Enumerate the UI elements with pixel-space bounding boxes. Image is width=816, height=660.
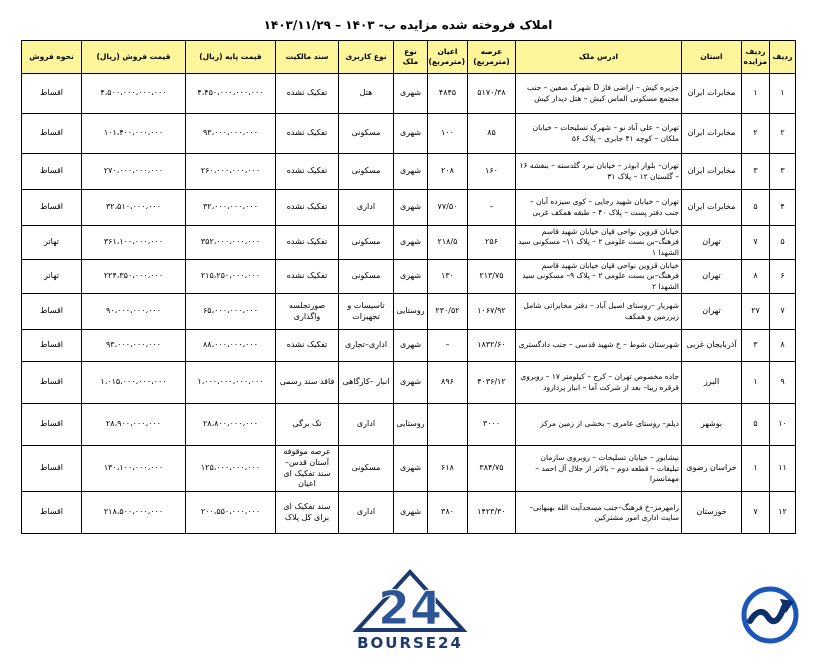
cell-sale-price: ۹۰،۰۰۰،۰۰۰،۰۰۰ bbox=[82, 294, 186, 330]
cell-usage: مسکونی bbox=[339, 260, 394, 294]
cell-building-area: ۲۰۸ bbox=[428, 154, 468, 190]
cell-land-area: ۴۰۳۶/۱۲ bbox=[468, 362, 516, 404]
cell-building-area: ۶۱۸ bbox=[428, 446, 468, 492]
cell-auction-row: ۵ bbox=[742, 404, 770, 446]
cell-property-type: روستایی bbox=[394, 404, 428, 446]
cell-usage: مسکونی bbox=[339, 226, 394, 260]
cell-building-area: – bbox=[428, 330, 468, 362]
cell-base-price: ۲۸،۸۰۰،۰۰۰،۰۰۰ bbox=[186, 404, 276, 446]
cell-row: ۱۱ bbox=[770, 446, 796, 492]
cell-row: ۳ bbox=[770, 154, 796, 190]
cell-auction-row: ۲۷ bbox=[742, 294, 770, 330]
cell-property-type: شهری bbox=[394, 492, 428, 534]
cell-building-area: ۸۹۶ bbox=[428, 362, 468, 404]
header-province: استان bbox=[682, 41, 742, 74]
cell-province: تهران bbox=[682, 226, 742, 260]
cell-usage: مسکونی bbox=[339, 446, 394, 492]
cell-usage: اداری bbox=[339, 404, 394, 446]
cell-base-price: ۸۸،۰۰۰،۰۰۰،۰۰۰ bbox=[186, 330, 276, 362]
cell-auction-row: ۷ bbox=[742, 226, 770, 260]
cell-deed: تفکیک نشده bbox=[276, 114, 339, 154]
cell-land-area: ۲۱۳/۷۵ bbox=[468, 260, 516, 294]
cell-auction-row: ۸ bbox=[742, 260, 770, 294]
cell-address: جاده مخصوص تهران – کرج – کیلومتر ۱۷ – روبروی قرقره زیبا– بعد از شرکت آما – انبار پردارود bbox=[516, 362, 682, 404]
header-sale-method: نحوه فروش bbox=[22, 41, 82, 74]
cell-deed: تک برگی bbox=[276, 404, 339, 446]
table-row bbox=[22, 492, 796, 534]
cell-sale-price: ۴،۵۰۰،۰۰۰،۰۰۰،۰۰۰ bbox=[82, 74, 186, 114]
header-land-area: عرصه (مترمربع) bbox=[468, 41, 516, 74]
cell-land-area: ۵۱۷۰/۳۸ bbox=[468, 74, 516, 114]
cell-deed: تفکیک نشده bbox=[276, 190, 339, 226]
cell-address: تهران – خیابان شهید رجایی – کوی سیزده آبان – جنب دفتر پست – پلاک ۴۰ – طبقه همکف غربی bbox=[516, 190, 682, 226]
cell-province: مخابرات ایران bbox=[682, 154, 742, 190]
cell-deed: تفکیک نشده bbox=[276, 260, 339, 294]
cell-province: مخابرات ایران bbox=[682, 114, 742, 154]
cell-usage: اداری bbox=[339, 492, 394, 534]
cell-province: بوشهر bbox=[682, 404, 742, 446]
cell-deed: فاقد سند رسمی bbox=[276, 362, 339, 404]
cell-base-price: ۳۵۲،۰۰۰،۰۰۰،۰۰۰ bbox=[186, 226, 276, 260]
cell-auction-row: ۳ bbox=[742, 330, 770, 362]
cell-auction-row: ۲ bbox=[742, 114, 770, 154]
cell-base-price: ۹۳،۰۰۰،۰۰۰،۰۰۰ bbox=[186, 114, 276, 154]
cell-auction-row: ۱ bbox=[742, 74, 770, 114]
cell-row: ۶ bbox=[770, 260, 796, 294]
cell-sale-method: اقساط bbox=[22, 294, 82, 330]
header-building-area: اعیان (مترمربع) bbox=[428, 41, 468, 74]
cell-usage: مسکونی bbox=[339, 114, 394, 154]
cell-usage: تاسیسات و تجهیزات bbox=[339, 294, 394, 330]
cell-row: ۱۰ bbox=[770, 404, 796, 446]
cell-sale-price: ۳۶۱،۱۰۰،۰۰۰،۰۰۰ bbox=[82, 226, 186, 260]
table-row bbox=[22, 114, 796, 154]
cell-land-area: ۸۵ bbox=[468, 114, 516, 154]
cell-address: تهران – علی آباد نو – شهرک تسلیحات – خیابان ملکان – کوچه ۴۱ جابری – پلاک ۵۶ bbox=[516, 114, 682, 154]
cell-address: تهران– بلوار ابوذر – خیابان نبرد گلدسته – بنفشه ۱۶ – گلستان ۱۲ – پلاک ۳۱ bbox=[516, 154, 682, 190]
cell-sale-price: ۳۲،۵۱۰،۰۰۰،۰۰۰ bbox=[82, 190, 186, 226]
cell-province: مخابرات ایران bbox=[682, 74, 742, 114]
cell-sale-method: اقساط bbox=[22, 190, 82, 226]
cell-province: خوزستان bbox=[682, 492, 742, 534]
cell-base-price: ۳۲،۰۰۰،۰۰۰،۰۰۰ bbox=[186, 190, 276, 226]
trend-arrow-icon bbox=[740, 585, 800, 645]
cell-deed: تفکیک نشده bbox=[276, 226, 339, 260]
cell-sale-method: اقساط bbox=[22, 492, 82, 534]
cell-property-type: شهری bbox=[394, 362, 428, 404]
cell-row: ۴ bbox=[770, 190, 796, 226]
cell-address: شهرستان شوط – خ شهید قدسی – جنب دادگستری bbox=[516, 330, 682, 362]
cell-usage: انبار –کارگاهی bbox=[339, 362, 394, 404]
cell-property-type: شهری bbox=[394, 226, 428, 260]
cell-property-type: روستایی bbox=[394, 294, 428, 330]
cell-deed: تفکیک نشده bbox=[276, 330, 339, 362]
cell-building-area: ۳۸۰ bbox=[428, 492, 468, 534]
cell-usage: اداری–تجاری bbox=[339, 330, 394, 362]
cell-sale-price: ۱۰۱،۴۰۰،۰۰۰،۰۰۰ bbox=[82, 114, 186, 154]
cell-province: آذربایجان غربی bbox=[682, 330, 742, 362]
cell-row: ۲ bbox=[770, 114, 796, 154]
cell-building-area: ۱۳۰ bbox=[428, 260, 468, 294]
cell-base-price: ۶۵،۰۰۰،۰۰۰،۰۰۰ bbox=[186, 294, 276, 330]
logo-mark-text: 24 bbox=[377, 581, 443, 635]
cell-building-area: ۴۸۴۵ bbox=[428, 74, 468, 114]
cell-auction-row: ۷ bbox=[742, 492, 770, 534]
table-row bbox=[22, 154, 796, 190]
cell-sale-price: ۹۳،۰۰۰،۰۰۰،۰۰۰ bbox=[82, 330, 186, 362]
header-row: ردیف bbox=[770, 41, 796, 74]
cell-province: خراسان رضوی bbox=[682, 446, 742, 492]
cell-building-area: ۷۷/۵۰ bbox=[428, 190, 468, 226]
table-row bbox=[22, 404, 796, 446]
cell-sale-price: ۱،۰۱۵،۰۰۰،۰۰۰،۰۰۰ bbox=[82, 362, 186, 404]
table-header-row bbox=[22, 41, 796, 74]
cell-property-type: شهری bbox=[394, 74, 428, 114]
table-row bbox=[22, 362, 796, 404]
cell-land-area: – bbox=[468, 190, 516, 226]
bourse24-logo-mark bbox=[345, 568, 475, 636]
cell-address: جزیره کیش – اراضی فاز D شهرک صفین – جنب مجتمع مسکونی الماس کیش – هتل دیدار کیش bbox=[516, 74, 682, 114]
cell-sale-method: اقساط bbox=[22, 404, 82, 446]
cell-land-area: ۲۵۶ bbox=[468, 226, 516, 260]
cell-sale-method: اقساط bbox=[22, 74, 82, 114]
cell-auction-row: ۳ bbox=[742, 154, 770, 190]
cell-province: تهران bbox=[682, 294, 742, 330]
table-row bbox=[22, 226, 796, 260]
cell-row: ۵ bbox=[770, 226, 796, 260]
header-sale-price: قیمت فروش (ریال) bbox=[82, 41, 186, 74]
cell-property-type: شهری bbox=[394, 446, 428, 492]
cell-building-area: ۱۰۰ bbox=[428, 114, 468, 154]
cell-land-area: ۱۰۶۷/۹۲ bbox=[468, 294, 516, 330]
cell-property-type: شهری bbox=[394, 330, 428, 362]
cell-usage: هتل bbox=[339, 74, 394, 114]
cell-deed: صورتجلسه واگذاری bbox=[276, 294, 339, 330]
cell-auction-row: ۱ bbox=[742, 362, 770, 404]
cell-base-price: ۴،۴۵۰،۰۰۰،۰۰۰،۰۰۰ bbox=[186, 74, 276, 114]
cell-base-price: ۲۶۰،۰۰۰،۰۰۰،۰۰۰ bbox=[186, 154, 276, 190]
cell-land-area: ۳۰۰۰ bbox=[468, 404, 516, 446]
cell-deed: سند تفکیک ای برای کل پلاک bbox=[276, 492, 339, 534]
cell-province: البرز bbox=[682, 362, 742, 404]
cell-sale-price: ۱۳۰،۱۰۰،۰۰۰،۰۰۰ bbox=[82, 446, 186, 492]
cell-base-price: ۲۰۰،۵۵۰،۰۰۰،۰۰۰ bbox=[186, 492, 276, 534]
cell-base-price: ۱۲۵،۰۰۰،۰۰۰،۰۰۰ bbox=[186, 446, 276, 492]
cell-land-area: ۳۸۴/۷۵ bbox=[468, 446, 516, 492]
table-row bbox=[22, 260, 796, 294]
header-auction-row: ردیف مزایده bbox=[742, 41, 770, 74]
table-row bbox=[22, 74, 796, 114]
cell-province: تهران bbox=[682, 260, 742, 294]
logo-text: BOURSE24 bbox=[357, 634, 463, 652]
cell-building-area: ۲۳۰/۵۲ bbox=[428, 294, 468, 330]
table-row bbox=[22, 446, 796, 492]
header-deed: سند مالکیت bbox=[276, 41, 339, 74]
cell-land-area: ۱۴۲۳/۳۰ bbox=[468, 492, 516, 534]
page-title: املاک فروخته شده مزایده ب- ۱۴۰۳ – ۱۴۰۳/۱۱/۲۹ bbox=[263, 18, 553, 32]
cell-row: ۸ bbox=[770, 330, 796, 362]
cell-property-type: شهری bbox=[394, 190, 428, 226]
table-row bbox=[22, 294, 796, 330]
cell-sale-price: ۲۸،۹۰۰،۰۰۰،۰۰۰ bbox=[82, 404, 186, 446]
cell-deed: تفکیک نشده bbox=[276, 74, 339, 114]
cell-sale-method: اقساط bbox=[22, 154, 82, 190]
cell-sale-price: ۲۱۸،۵۰۰،۰۰۰،۰۰۰ bbox=[82, 492, 186, 534]
cell-sale-method: اقساط bbox=[22, 446, 82, 492]
cell-row: ۹ bbox=[770, 362, 796, 404]
cell-land-area: ۱۶۰ bbox=[468, 154, 516, 190]
sold-properties-table bbox=[21, 40, 796, 534]
cell-sale-method: تهاتر bbox=[22, 226, 82, 260]
cell-sale-price: ۲۷۰،۰۰۰،۰۰۰،۰۰۰ bbox=[82, 154, 186, 190]
cell-address: شهریار –روستای اصیل آباد – دفتر مخابراتی شامل زیرزمین و همکف bbox=[516, 294, 682, 330]
cell-row: ۷ bbox=[770, 294, 796, 330]
cell-sale-method: اقساط bbox=[22, 114, 82, 154]
cell-auction-row: ۱ bbox=[742, 446, 770, 492]
bourse24-logo bbox=[345, 568, 475, 658]
cell-auction-row: ۵ bbox=[742, 190, 770, 226]
table-row bbox=[22, 190, 796, 226]
cell-base-price: ۱،۰۰۰،۰۰۰،۰۰۰،۰۰۰ bbox=[186, 362, 276, 404]
cell-address: خیابان قزوین نواحی قپان خیابان شهید قاسم فرهنگ–بن بست علومی ۲ – پلاک ۱۱– مسکونی سید الشهدا ۱ bbox=[516, 226, 682, 260]
cell-sale-method: تهاتر bbox=[22, 260, 82, 294]
header-address: ادرس ملک bbox=[516, 41, 682, 74]
cell-building-area: ۲۱۸/۵ bbox=[428, 226, 468, 260]
cell-row: ۱۲ bbox=[770, 492, 796, 534]
header-usage: نوع کاربری bbox=[339, 41, 394, 74]
cell-address: رامهرمز–خ فرهنگ–جنب مسجدآیت الله بهبهانی–سایت اداری امور مشترکین bbox=[516, 492, 682, 534]
cell-base-price: ۲۱۵،۲۵۰،۰۰۰،۰۰۰ bbox=[186, 260, 276, 294]
table-row bbox=[22, 330, 796, 362]
cell-usage: مسکونی bbox=[339, 154, 394, 190]
cell-address: دیلم– روستای عامری – بخشی از زمین مرکز bbox=[516, 404, 682, 446]
header-property-type: نوع ملک bbox=[394, 41, 428, 74]
cell-sale-method: اقساط bbox=[22, 330, 82, 362]
cell-sale-method: اقساط bbox=[22, 362, 82, 404]
cell-property-type: شهری bbox=[394, 114, 428, 154]
cell-row: ۱ bbox=[770, 74, 796, 114]
cell-sale-price: ۲۲۴،۳۵۰،۰۰۰،۰۰۰ bbox=[82, 260, 186, 294]
cell-province: مخابرات ایران bbox=[682, 190, 742, 226]
cell-address: نیشابور – خیابان تسلیحات – روبروی سازمان تبلیغات – قطعه دوم – بالاتر از جلال آل احمد – مهمانسرا bbox=[516, 446, 682, 492]
cell-building-area bbox=[428, 404, 468, 446]
cell-deed: عرصه موقوفه آستان قدس– سند تفکیک ای اعیان bbox=[276, 446, 339, 492]
cell-property-type: شهری bbox=[394, 260, 428, 294]
cell-address: خیابان قزوین نواحی قپان خیابان شهید قاسم فرهنگ–بن بست علومی ۲ – پلاک ۹– مسکونی سید الشهدا ۲ bbox=[516, 260, 682, 294]
cell-deed: تفکیک نشده bbox=[276, 154, 339, 190]
cell-usage: اداری bbox=[339, 190, 394, 226]
cell-property-type: شهری bbox=[394, 154, 428, 190]
header-base-price: قیمت پایه (ریال) bbox=[186, 41, 276, 74]
cell-land-area: ۱۸۳۲/۶۰ bbox=[468, 330, 516, 362]
